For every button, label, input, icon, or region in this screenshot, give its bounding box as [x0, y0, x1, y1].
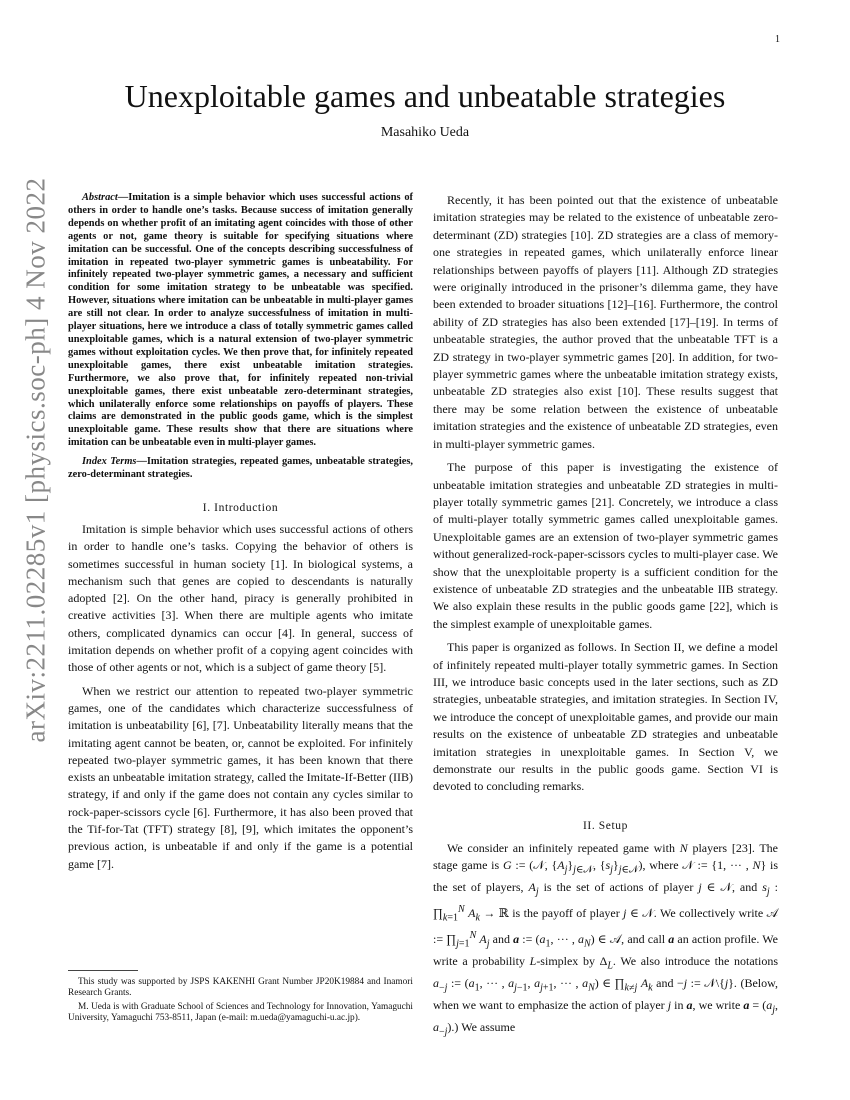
paper-author: Masahiko Ueda	[380, 125, 470, 140]
footnotes	[68, 977, 413, 1027]
paper-title: Unexploitable games and unbeatable strategies	[124, 78, 726, 114]
setup-paragraph: We consider an infinitely repeated game with N players [23]. The stage game is G := (𝒩, $\{A_j\}_{j\in 𝒩}$, $\{s_j\}_{j\in 𝒩}$), where 𝒩 := {1, ··· , N} is the set of players, $A_j$ is the set of actions of player j ∈ 𝒩, and $s_j$ : $\prod_{k=1}^N$ $A_k$ → ℝ is the payoff of player j ∈ 𝒩. We collectively write 𝒜 := $\prod_{j=1}^N$ $A_j$ and a := ($a_1$, ··· , $a_N$) ∈ 𝒜, and call a an action profile. We write a probability L-simplex by $\Delta_L$. We also introduce the notations $a_{-j}$ := ($a_1$, ··· , $a_{j-1}$, $a_{j+1}$, ··· , $a_N$) ∈ $\prod_{k\ne j}$ $A_k$ and −j := 𝒩\{j}. (Below, when we want to emphasize the action of player j in a, we write $a = (a_j$, $a_{-j}$).) We assume	[433, 840, 779, 1038]
arxiv-side-stamp	[12, 177, 60, 743]
index-terms	[68, 456, 413, 482]
footnote-funding: This study was supported by JSPS KAKENHI Grant Number JP20K19884 and Inamori Research Grants.	[68, 977, 413, 999]
index-terms-lead: Index Terms	[82, 456, 137, 468]
intro-paragraph: When we restrict our attention to repeated two-player symmetric games, one of the candidates which characterize successfulness of imitation is unbeatability [6], [7]. Unbeatability literally means that the imitating agent cannot be beaten, or, cannot be exploited. For infinitely repeated two-player symmetric games, it has been known that there exists an unbeatable imitation strategy, called the Imitate-If-Better (IIB) strategy, if and only if the game does not contain any cycles similar to rock-paper-scissors cycle [6]. Furthermore, it has also been proved that the Tif-for-Tat (TFT) strategy [8], [9], which imitates the opponent’s previous action, is unbeatable if and only if the game is a potential game [7].	[68, 683, 413, 871]
index-terms-text: —Imitation strategies, repeated games, unbeatable strategies, zero-determinant strategies.	[68, 456, 413, 481]
section-heading-setup: II. Setup	[582, 819, 628, 832]
section-heading-introduction: I. Introduction	[202, 501, 279, 514]
abstract-text: —Imitation is a simple behavior which uses successful actions of others in order to handle one’s tasks. Because success of imitation generally depends on whether profit of an imitating agent coincides with those of other agents or not, game theory is suitable for specifying situations where imitation can be successful. One of the concepts describing successfulness of imitation in repeated two-player symmetric games is unbeatability. For infinitely repeated two-player symmetric games, a necessary and sufficient condition for some imitation strategy to be unbeatable was specified. However, situations where imitation can be unbeatable in multi-player games are still not clear. In order to analyze successfulness of imitation in multi-player situations, here we introduce a class of totally symmetric games called unexploitable games, which is a natural extension of two-player symmetric games without exploitation cycles. We then prove that, for infinitely repeated unexploitable games, there exist unbeatable imitation strategies. Furthermore, we also prove that, for infinitely repeated non-trivial unexploitable games, there exist unbeatable zero-determinant strategies, which unilaterally enforce some relationships on payoffs of players. These claims are demonstrated in the public goods game, which is the simplest unexploitable game. These results show that there are situations where imitation can be unbeatable even in multi-player games.	[68, 192, 413, 449]
left-column	[68, 192, 413, 879]
footnote-affiliation: M. Ueda is with Graduate School of Sciences and Technology for Innovation, Yamaguchi University, Yamaguchi 753-8511, Japan (e-mail: m.ueda@yamaguchi-u.ac.jp).	[68, 1001, 413, 1024]
body-paragraph: The purpose of this paper is investigating the existence of unbeatable imitation strategies and unbeatable ZD strategies in multi-player totally symmetric games [21]. Concretely, we introduce a class of multi-player totally symmetric games called unexploitable games. Unexploitable games are an extension of two-player symmetric games without generalized-rock-paper-scissors cycles to multi-player case. We show that the unexploitable property is a sufficient condition for the existence of unbeatable ZD strategies and the unbeatable IIB strategy. We also explain these results in the public goods game [22], which is the simplest example of unexploitable games.	[433, 460, 778, 631]
abstract	[68, 192, 413, 450]
arxiv-identifier: arXiv:2211.02285v1 [physics.soc-ph] 4 Nov 2022	[20, 177, 51, 743]
page-number: 1	[775, 34, 780, 45]
body-paragraph: Recently, it has been pointed out that the existence of unbeatable imitation strategies may be related to the existence of unbeatable zero-determinant (ZD) strategies [10]. ZD strategies are a class of memory-one strategies in repeated games, which unilaterally enforce linear relationships between payoffs of players [11]. Although ZD strategies were originally introduced in the prisoner’s dilemma game, they have been extended to broader situations [12]–[16]. Furthermore, the control ability of ZD strategies has also been extended [17]–[19]. In terms of unbeatable strategies, the author proved that the unbeatable TFT is a ZD strategy in two-player symmetric games [20]. In addition, for two-player symmetric games where the unbeatable imitation strategy exists, unbeatable ZD strategies also exist [10]. These results suggest that there may be some relation between the existence of unbeatable imitation strategies and the existence of unbeatable ZD strategies, even in multi-player symmetric games.	[433, 193, 778, 451]
intro-paragraph: Imitation is simple behavior which uses successful actions of others in order to handle one’s tasks. Copying the behavior of others is sometimes successful in human society [1]. In biological systems, a mechanism such that genes are copied to descendants is naturally adopted [2]. On the other hand, piracy is generally prohibited in creative activities [3]. When there are multiple agents who imitate others, complicated dynamics can occur [4]. In general, success of imitation depends on whether profit of a copying agent coincides with those of other agents or not, which is a subject of game theory [5].	[68, 521, 413, 675]
body-paragraph: This paper is organized as follows. In Section II, we define a model of infinitely repeated multi-player totally symmetric games. In Section III, we introduce basic concepts used in the later sections, such as ZD strategies, unbeatable strategies, and imitation strategies. In Section IV, we introduce the concept of unexploitable games, and provide our main results on the existence of unbeatable ZD strategies and unbeatable imitation strategies in unexploitable games. In Section V, we demonstrate our results in the public goods game. Section VI is devoted to concluding remarks.	[433, 640, 778, 794]
right-column	[433, 192, 778, 1041]
footnote-rule	[68, 970, 138, 971]
abstract-lead: Abstract	[82, 192, 118, 203]
